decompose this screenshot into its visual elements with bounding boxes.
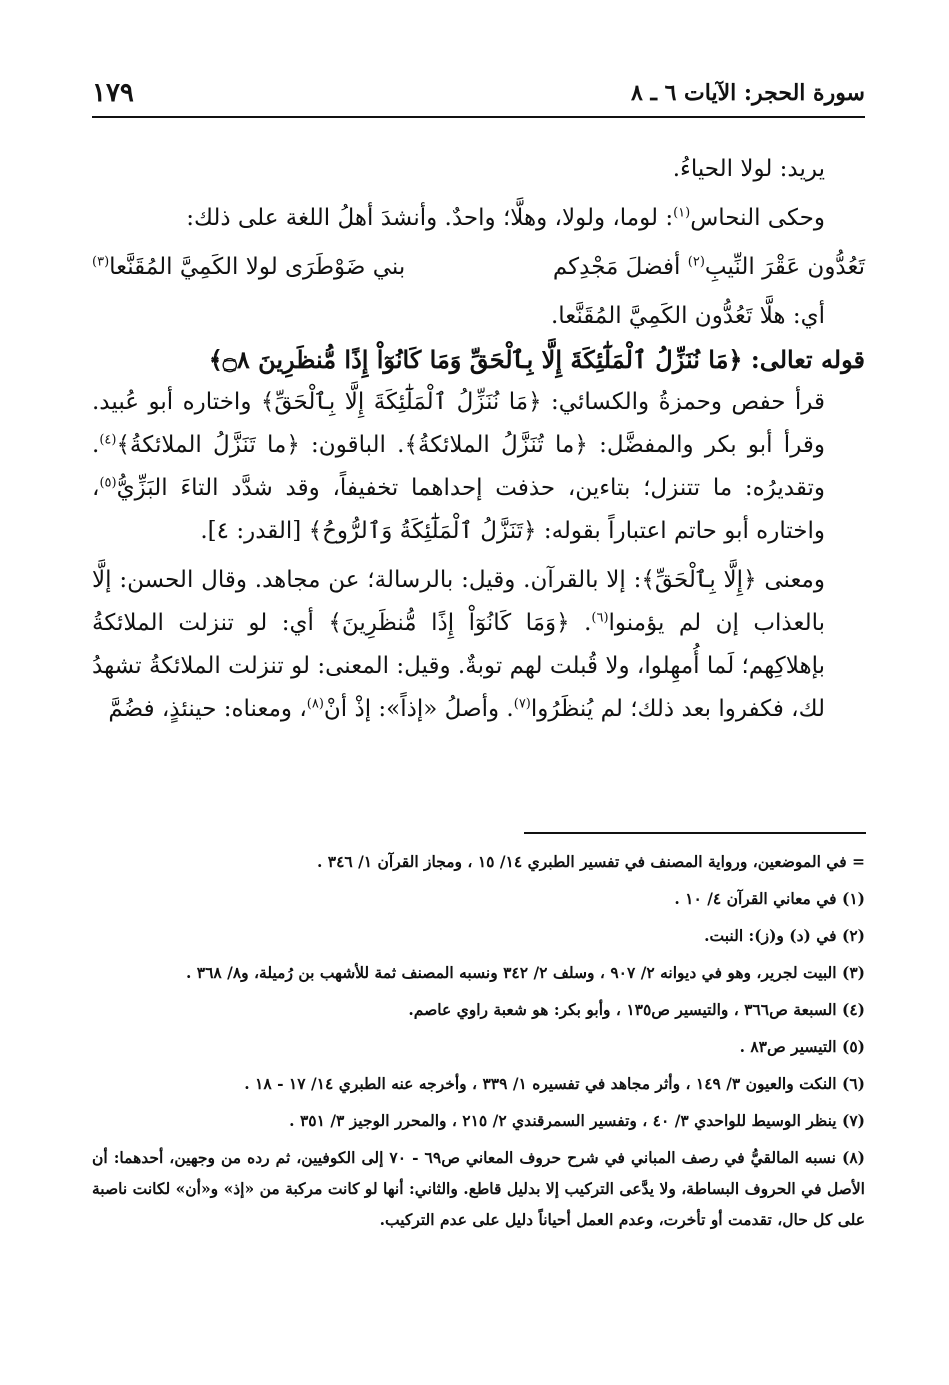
footnote: (٦) النكت والعيون ٣/ ١٤٩ ، وأثر مجاهد في تفسيره ١/ ٣٣٩ ، وأخرجه عنه الطبري ١٤/ ١٧ - ١٨ . [244, 1074, 865, 1093]
text-span: . وأصلُ «إذاً»: إذْ أنْ [323, 696, 514, 722]
page-number: ١٧٩ [92, 78, 134, 108]
text-line: أي: هلَّا تَعُدُّون الكَمِيَّ المُقَنَّعا. [550, 303, 825, 329]
text-span: ، واختاره أبو حاتم اعتباراً بقوله: ﴿تَنَزَّلُ ٱلْمَلَٰٓئِكَةُ وَٱلرُّوحُ﴾ [القدر: ٤]. [92, 475, 825, 544]
footnote: (٣) البيت لجرير، وهو في ديوانه ٢/ ٩٠٧ ، وسلف ٢/ ٣٤٢ ونسبه المصنف ثمة للأشهب بن رُميلة، و٨/ ٣٦٨ . [185, 963, 865, 982]
surah-title: سورة الحجر: الآيات ٦ ـ ٨ [630, 80, 865, 106]
page-header [92, 70, 865, 114]
text-span: . وتقديرُه: ما تتنزل؛ بتاءين، حذفت إحداهما تخفيفاً، وقد شدَّد التاءَ البَزِّيُّ [92, 432, 825, 501]
text-span: بني ضَوْطَرَى لولا الكَمِيَّ المُقَنَّعا [109, 254, 406, 280]
text-span: وحكى النحاس [690, 205, 825, 231]
footnote-marker: (٨) [306, 696, 324, 712]
footnote-rule [524, 832, 866, 834]
footnote: (٤) السبعة ص٣٦٦ ، والتيسير ص١٣٥ ، وأبو بكر: هو شعبة راوي عاصم. [408, 1000, 865, 1019]
paragraph-readings [92, 381, 865, 553]
header-rule [92, 116, 865, 118]
text-span: قرأ حفص وحمزةُ والكسائي: ﴿مَا نُنَزِّلُ ٱلْمَلَٰٓئِكَةَ إِلَّا بِٱلْحَقِّ﴾ واختاره أبو عُبيد. وقرأ أبو بكر والمفضَّل: ﴿ما تُنَزَّلُ الملائكةُ﴾. الباقون: ﴿ما تَنَزَّلُ الملائكةُ﴾ [92, 389, 825, 458]
footnote: (٨) نسبه المالقيُّ في رصف المباني في شرح حروف المعاني ص٦٩ - ٧٠ إلى الكوفيين، ثم رده من وجهين، أحدهما: أن الأصل في الحروف البساطة، ولا يدَّعى التركيب إلا بدليل قاطع. والثاني: أنها لو كانت مركبة من «إذ» و«أن» لكانت ناصبة على كل حال، تقدمت أو تأخرت، وعدم العمل أحياناً دليل على عدم التركيب. [92, 1148, 865, 1229]
paragraph-meaning [92, 559, 865, 731]
footnotes [92, 846, 865, 1241]
verse-heading: قوله تعالى: ﴿مَا نُنَزِّلُ ٱلْمَلَٰٓئِكَةَ إِلَّا بِٱلْحَقِّ وَمَا كَانُوٓاْ إِذًا مُّنظَرِينَ ۝٨﴾ [208, 345, 865, 374]
text-span: تَعُدُّون عَقْرَ النِّيبِ [704, 254, 865, 280]
footnote: = في الموضعين، ورواية المصنف في تفسير الطبري ١٤/ ١٥ ، ومجاز القرآن ١/ ٣٤٦ . [316, 852, 865, 871]
text-span: ، ومعناه: حينئذٍ، فضُمَّ [108, 696, 307, 722]
footnote-marker: (٤) [99, 432, 117, 448]
footnote: (١) في معاني القرآن ٤/ ١٠ . [674, 889, 865, 908]
footnote-marker: (٦) [591, 610, 609, 626]
poem-hemistich-right [553, 246, 865, 289]
poem-hemistich-left [92, 246, 405, 289]
footnote: (٥) التيسير ص٨٣ . [739, 1037, 865, 1056]
main-text [92, 148, 865, 731]
text-span: أفضلَ مَجْدِكم [552, 254, 688, 280]
text-span: ومعنى ﴿إِلَّا بِٱلْحَقِّ﴾: إلا بالقرآن. وقيل: بالرسالة؛ عن مجاهد. وقال الحسن: إلَّا بالعذاب إن لم يؤمنوا [92, 567, 825, 636]
text-line [92, 197, 865, 240]
footnote-marker: (٢) [687, 254, 705, 270]
footnote: (٧) ينظر الوسيط للواحدي ٣/ ٤٠ ، وتفسير السمرقندي ٢/ ٢١٥ ، والمحرر الوجيز ٣/ ٣٥١ . [289, 1111, 865, 1130]
footnote-marker: (١) [673, 205, 691, 221]
text-line: يريد: لولا الحياءُ. [672, 156, 825, 182]
footnote-marker: (٥) [99, 475, 117, 491]
footnote: (٢) في (د) و(ز): النبت. [704, 926, 865, 945]
text-span: : لوما، ولولا، وهلَّا؛ واحدٌ. وأنشدَ أهلُ اللغة على ذلك: [186, 205, 674, 231]
footnote-marker: (٣) [92, 254, 110, 270]
poem-verse [92, 246, 865, 289]
footnote-marker: (٧) [513, 696, 531, 712]
text-span: . ﴿وَمَا كَانُوٓاْ إِذًا مُّنظَرِينَ﴾ أي: لو تنزلت الملائكةُ بإهلاكِهم؛ لَما أُمهِلوا، ولا قُبلت لهم توبةٌ. وقيل: المعنى: لو تنزلت الملائكةُ تشهدُ لك، فكفروا بعد ذلك؛ لم يُنظَرُوا [92, 610, 825, 722]
